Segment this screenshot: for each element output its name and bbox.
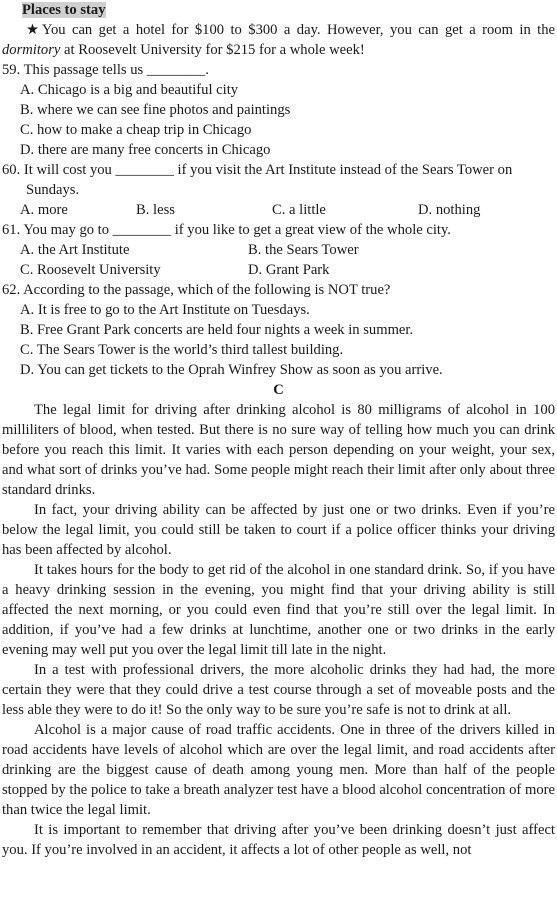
question-60-option-b: B. less — [136, 202, 175, 218]
question-60-option-c: C. a little — [272, 202, 326, 218]
passage-paragraph: In fact, your driving ability can be affected by just one or two drinks. Even if you’re below the legal limit, you could still be taken to court if a police officer thinks your driving has been affected by alcohol. — [2, 502, 555, 558]
question-60-stem: 60. It will cost you ________ if you visit the Art Institute instead of the Sears Tower on — [2, 162, 513, 178]
question-61-option-d: D. Grant Park — [248, 262, 330, 278]
question-61-option-a: A. the Art Institute — [20, 242, 130, 258]
question-61-stem: 61. You may go to ________ if you like to get a great view of the whole city. — [2, 222, 451, 238]
question-59-option-b: B. where we can see fine photos and paintings — [20, 102, 291, 118]
passage-paragraph: In a test with professional drivers, the more alcoholic drinks they had had, the more certain they were that they could drive a test course through a set of moveable posts and the less able they were to do it! So the only way to be sure you’re safe is not to drink at all. — [2, 662, 555, 718]
question-59-option-c: C. how to make a cheap trip in Chicago — [20, 122, 252, 138]
question-60-options — [2, 200, 555, 220]
passage-letter: C — [273, 382, 284, 398]
question-60-option-d: D. nothing — [418, 202, 481, 218]
section-heading-text: Places to stay — [22, 2, 106, 18]
question-60-stem-continued: Sundays. — [26, 182, 80, 198]
intro-text-italic: dormitory — [2, 42, 61, 58]
section-heading — [2, 0, 555, 20]
intro-text-after: at Roosevelt University for $215 for a whole week! — [60, 42, 365, 58]
intro-text-before: You can get a hotel for $100 to $300 a day. However, you can get a room in the — [41, 22, 555, 38]
question-62-option-d: D. You can get tickets to the Oprah Winfrey Show as soon as you arrive. — [20, 362, 443, 378]
question-59-option-d: D. there are many free concerts in Chicago — [20, 142, 271, 158]
question-62-option-a: A. It is free to go to the Art Institute on Tuesdays. — [20, 302, 310, 318]
passage-paragraph: Alcohol is a major cause of road traffic accidents. One in three of the drivers killed in road accidents have levels of alcohol which are over the legal limit, and road accidents after drinking are the biggest cause of death among young men. More than half of the people stopped by the police to take a breath analyzer test have a blood alcohol concentration of more than twice the legal limit. — [2, 722, 555, 818]
question-60-option-a: A. more — [20, 202, 68, 218]
question-59-stem: 59. This passage tells us ________. — [2, 62, 209, 78]
star-icon: ★ — [26, 22, 42, 38]
question-59-option-a: A. Chicago is a big and beautiful city — [20, 82, 239, 98]
intro-paragraph — [2, 20, 555, 60]
question-61-options-row-1 — [2, 240, 555, 260]
passage-paragraph: It is important to remember that driving after you’ve been drinking doesn’t just affect you. If you’re involved in an accident, it affects a lot of other people as well, not — [2, 822, 555, 858]
passage-paragraph: It takes hours for the body to get rid of the alcohol in one standard drink. So, if you have a heavy drinking session in the evening, you might find that your driving ability is still affected the next morning, or you could even find that you’re still over the legal limit. In addition, if you’ve had a few drinks at lunchtime, another one or two drinks in the early evening may well put you over the legal limit till late in the night. — [2, 562, 555, 658]
question-62-option-b: B. Free Grant Park concerts are held four nights a week in summer. — [20, 322, 414, 338]
question-61-options-row-2 — [2, 260, 555, 280]
question-61-option-c: C. Roosevelt University — [20, 262, 161, 278]
question-62-stem: 62. According to the passage, which of the following is NOT true? — [2, 282, 391, 298]
passage-paragraph: The legal limit for driving after drinking alcohol is 80 milligrams of alcohol in 100 milliliters of blood, when tested. But there is no sure way of telling how much you can drink before you reach this limit. It varies with each person depending on your weight, your sex, and what sort of drinks you’ve had. Some people might reach their limit after only about three standard drinks. — [2, 402, 555, 498]
question-62-option-c: C. The Sears Tower is the world’s third tallest building. — [20, 342, 344, 358]
question-61-option-b: B. the Sears Tower — [248, 242, 359, 258]
